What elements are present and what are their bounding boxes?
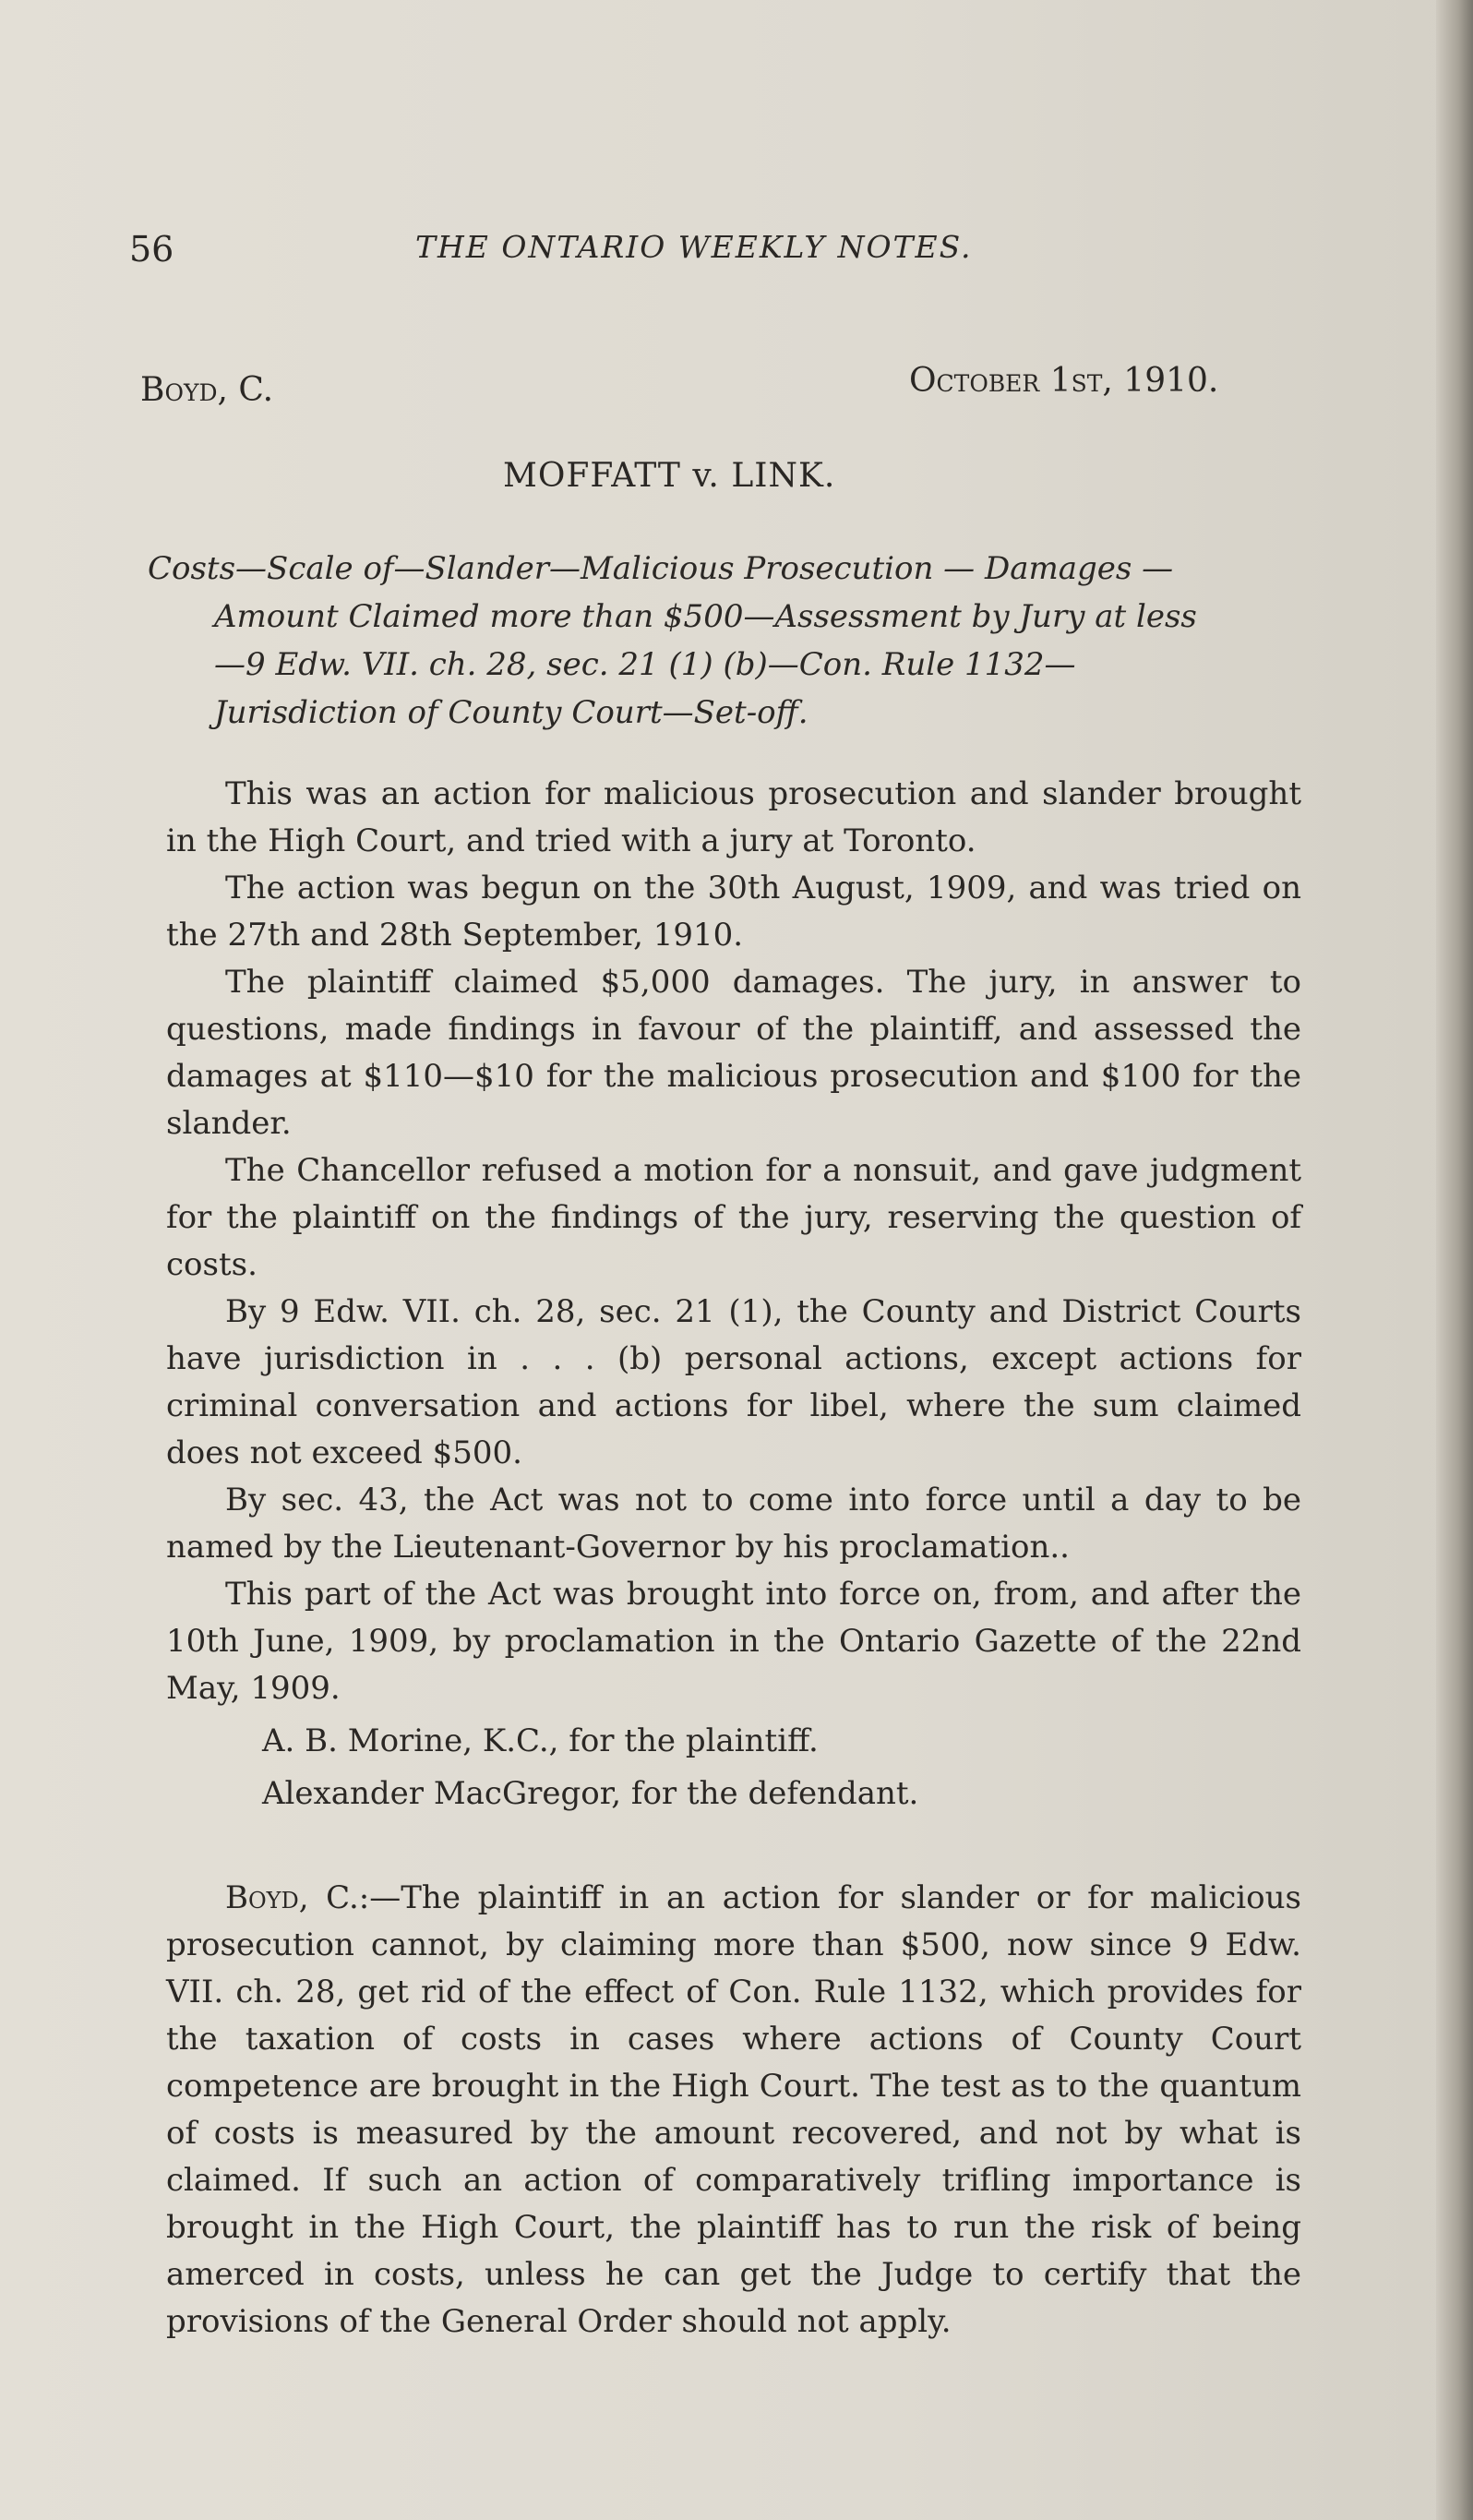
judgment-paragraph <box>166 1875 1301 2346</box>
headnote-line: Jurisdiction of County Court—Set-off. <box>214 694 808 731</box>
page-edge-shadow <box>1436 0 1473 2520</box>
judgment-speaker: Boyd, C.: <box>225 1879 370 1916</box>
paragraph: This part of the Act was brought into force on, from, and after the 10th June, 1909, by proclamation in the Ontario Gazette of the 22nd May, 1909. <box>166 1576 1301 1707</box>
paragraph: By sec. 43, the Act was not to come into force until a day to be named by the Lieutenant-Governor by his proclamation.. <box>166 1482 1301 1566</box>
judgment-text: —The plaintiff in an action for slander or for malicious prosecution cannot, by claiming more than $500, now since 9 Edw. VII. ch. 28, get rid of the effect of Con. Rule 1132, which provides for the taxation of costs in cases where actions of County Court competence are brought in the High Court. The test as to the quantum of costs is measured by the amount recovered, and not by what is claimed. If such an action of comparatively trifling importance is brought in the High Court, the plaintiff has to run the risk of being amerced in costs, unless he can get the Judge to certify that the provisions of the General Order should not apply. <box>166 1879 1301 2340</box>
running-head: THE ONTARIO WEEKLY NOTES. <box>415 229 973 265</box>
page-number: 56 <box>129 229 174 270</box>
body-text <box>166 771 1301 2346</box>
paragraph: This was an action for malicious prosecution and slander brought in the High Court, and tried with a jury at Toronto. <box>166 775 1301 859</box>
paragraph: The plaintiff claimed $5,000 damages. The jury, in answer to questions, made findings in favour of the plaintiff, and assessed the damages at $110—$10 for the malicious prosecution and $100 for the slander. <box>166 964 1301 1142</box>
headnote-line: Costs—Scale of—Slander—Malicious Prosecution — Damages — <box>148 550 1174 587</box>
paragraph: By 9 Edw. VII. ch. 28, sec. 21 (1), the County and District Courts have jurisdiction in . . . (b) personal actions, except actions for criminal conversation and actions for libel, where the sum claimed does not exceed $500. <box>166 1293 1301 1471</box>
headnote-line: Amount Claimed more than $500—Assessment by Jury at less <box>214 598 1197 635</box>
headnote-line: —9 Edw. VII. ch. 28, sec. 21 (1) (b)—Con. Rule 1132— <box>214 646 1076 683</box>
judge-name: Boyd, C. <box>140 371 274 409</box>
counsel-plaintiff: A. B. Morine, K.C., for the plaintiff. <box>262 1722 819 1759</box>
decision-date: October 1st, 1910. <box>909 362 1219 400</box>
case-title: MOFFATT v. LINK. <box>503 457 836 495</box>
paragraph: The action was begun on the 30th August, 1909, and was tried on the 27th and 28th September, 1910. <box>166 870 1301 954</box>
counsel-defendant: Alexander MacGregor, for the defendant. <box>262 1775 919 1812</box>
paragraph: The Chancellor refused a motion for a nonsuit, and gave judgment for the plaintiff on the findings of the jury, reserving the question of costs. <box>166 1152 1301 1283</box>
page-header <box>129 229 1292 275</box>
headnote <box>148 545 1255 737</box>
